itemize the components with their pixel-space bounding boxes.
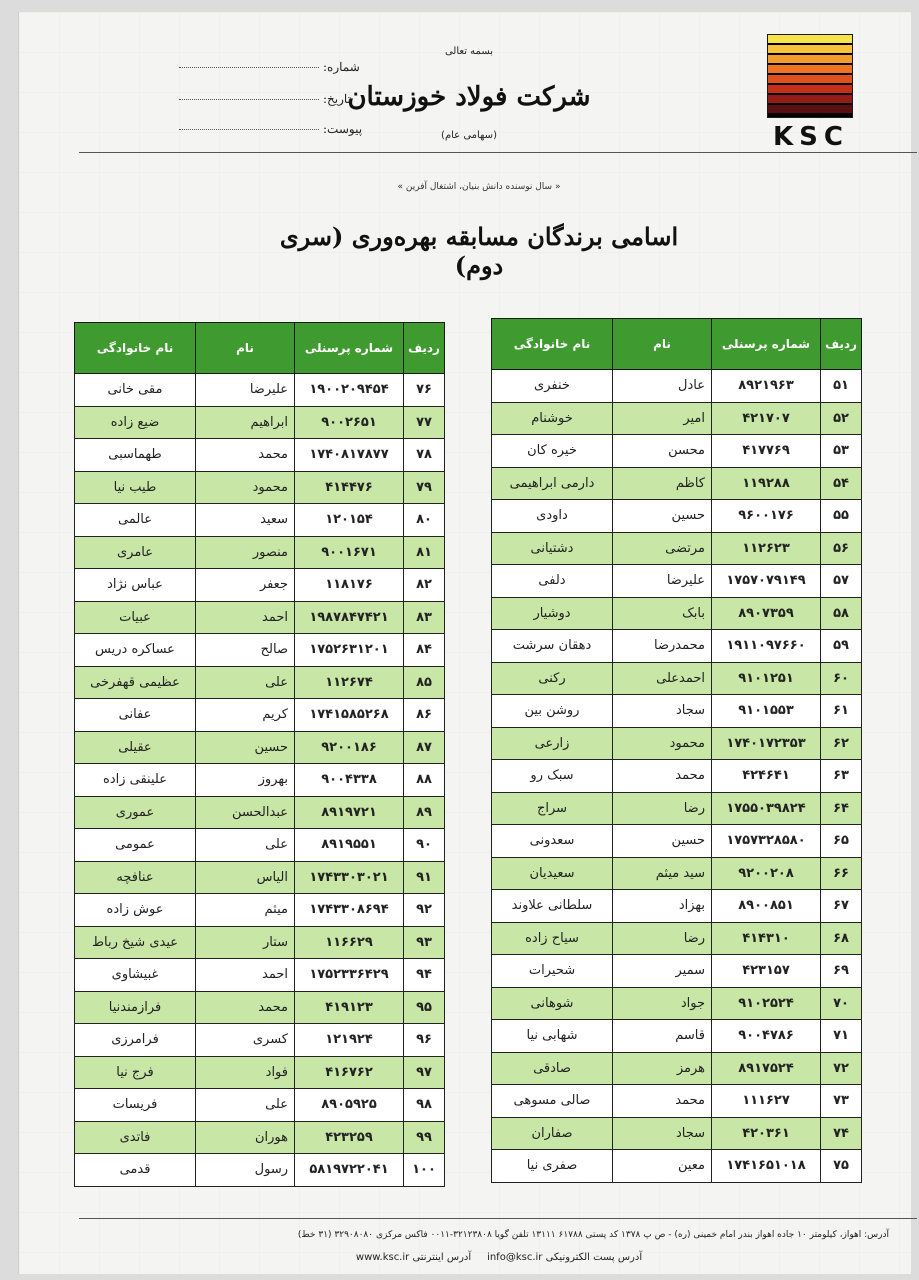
- first-name: جواد: [613, 987, 712, 1020]
- first-name: سجاد: [613, 695, 712, 728]
- table-row: [75, 504, 445, 537]
- basmala: بسمه تعالی: [444, 46, 494, 57]
- first-name: احمدعلی: [613, 662, 712, 695]
- table-row: [75, 991, 445, 1024]
- last-name: عباس نژاد: [75, 569, 196, 602]
- personnel-number: ۸۹۱۷۵۲۴: [712, 1052, 821, 1085]
- last-name: سراج: [492, 792, 613, 825]
- last-name: زارعی: [492, 727, 613, 760]
- last-name: طهماسبی: [75, 439, 196, 472]
- row-number: ۷۴: [821, 1117, 862, 1150]
- row-number: ۸۷: [404, 731, 445, 764]
- first-name: حسین: [613, 500, 712, 533]
- personnel-number: ۹۰۰۴۷۸۶: [712, 1020, 821, 1053]
- personnel-number: ۴۱۹۱۲۳: [295, 991, 404, 1024]
- ksc-logo-icon: [767, 34, 853, 118]
- table-row: [492, 727, 862, 760]
- first-name: صالح: [196, 634, 295, 667]
- first-name: رسول: [196, 1154, 295, 1187]
- first-name: حسین: [613, 825, 712, 858]
- personnel-number: ۸۹۱۹۵۵۱: [295, 829, 404, 862]
- personnel-number: ۱۷۵۷۰۷۹۱۴۹: [712, 565, 821, 598]
- table-row: [75, 894, 445, 927]
- last-name: فاتدی: [75, 1121, 196, 1154]
- first-name: علی: [196, 666, 295, 699]
- last-name: صفاران: [492, 1117, 613, 1150]
- personnel-number: ۹۲۰۰۲۰۸: [712, 857, 821, 890]
- row-number: ۸۶: [404, 699, 445, 732]
- last-name: عنافچه: [75, 861, 196, 894]
- last-name: عمومی: [75, 829, 196, 862]
- row-number: ۷۱: [821, 1020, 862, 1053]
- table-row: [75, 699, 445, 732]
- personnel-number: ۱۷۴۳۳۰۳۰۲۱: [295, 861, 404, 894]
- table-row: [492, 857, 862, 890]
- last-name: عقیلی: [75, 731, 196, 764]
- table-row: [75, 471, 445, 504]
- table-row: [492, 532, 862, 565]
- first-name: محمد: [613, 760, 712, 793]
- field-number-label: شماره:: [323, 60, 360, 74]
- row-number: ۸۲: [404, 569, 445, 602]
- last-name: عوش زاده: [75, 894, 196, 927]
- last-name: قدمی: [75, 1154, 196, 1187]
- first-name: جعفر: [196, 569, 295, 602]
- personnel-number: ۴۲۴۶۴۱: [712, 760, 821, 793]
- first-name: سعید: [196, 504, 295, 537]
- table-row: [492, 467, 862, 500]
- footer-web-label: آدرس اینترنتی: [412, 1252, 472, 1263]
- last-name: عبیات: [75, 601, 196, 634]
- first-name: رضا: [613, 922, 712, 955]
- last-name: سلطانی علاوند: [492, 890, 613, 923]
- table-row: [492, 760, 862, 793]
- field-date-label: تاریخ:: [323, 92, 351, 106]
- personnel-number: ۱۷۴۰۸۱۷۸۷۷: [295, 439, 404, 472]
- first-name: رضا: [613, 792, 712, 825]
- last-name: دارمی ابراهیمی: [492, 467, 613, 500]
- left-rows: [75, 374, 445, 1187]
- last-name: داودی: [492, 500, 613, 533]
- row-number: ۵۲: [821, 402, 862, 435]
- table-row: [492, 1150, 862, 1183]
- table-row: [75, 1056, 445, 1089]
- last-name: سبک رو: [492, 760, 613, 793]
- field-date-dots: [179, 99, 319, 100]
- last-name: شوهانی: [492, 987, 613, 1020]
- table-row: [492, 1052, 862, 1085]
- first-name: محمد: [613, 1085, 712, 1118]
- row-number: ۷۶: [404, 374, 445, 407]
- row-number: ۹۵: [404, 991, 445, 1024]
- header-id: شماره پرسنلی: [712, 319, 821, 370]
- footer-web[interactable]: www.ksc.ir: [355, 1252, 410, 1263]
- first-name: کریم: [196, 699, 295, 732]
- last-name: عالمی: [75, 504, 196, 537]
- personnel-number: ۹۱۰۱۵۵۳: [712, 695, 821, 728]
- header-id: شماره پرسنلی: [295, 323, 404, 374]
- last-name: طیب نیا: [75, 471, 196, 504]
- row-number: ۶۵: [821, 825, 862, 858]
- personnel-number: ۵۸۱۹۷۲۲۰۴۱: [295, 1154, 404, 1187]
- table-row: [75, 569, 445, 602]
- field-attachment: [179, 122, 379, 136]
- header-first: نام: [613, 319, 712, 370]
- personnel-number: ۱۷۵۲۶۳۱۲۰۱: [295, 634, 404, 667]
- footer-divider: [79, 1218, 917, 1219]
- row-number: ۹۹: [404, 1121, 445, 1154]
- table-row: [75, 1089, 445, 1122]
- table-row: [75, 536, 445, 569]
- table-row: [75, 374, 445, 407]
- row-number: ۹۸: [404, 1089, 445, 1122]
- letter-page: [18, 12, 911, 1274]
- personnel-number: ۴۱۴۳۱۰: [712, 922, 821, 955]
- last-name: مقی خانی: [75, 374, 196, 407]
- row-number: ۶۳: [821, 760, 862, 793]
- row-number: ۵۱: [821, 370, 862, 403]
- row-number: ۷۲: [821, 1052, 862, 1085]
- row-number: ۸۸: [404, 764, 445, 797]
- first-name: محمود: [613, 727, 712, 760]
- row-number: ۵۳: [821, 435, 862, 468]
- row-number: ۶۷: [821, 890, 862, 923]
- row-number: ۶۹: [821, 955, 862, 988]
- footer-address: آدرس: اهواز، کیلومتر ۱۰ جاده اهواز بندر امام خمینی (ره) - ص پ ۱۳۷۸ کد پستی ۶۱۷۸۸ ۱۳۱۱۱ تلفن گویا ۳۲۱۲۳۸۰۸-۰۰۱۱ فاکس مرکزی ۳۲۹۰۸۰۸۰ (۳۱ خط): [297, 1230, 889, 1240]
- table-row: [492, 565, 862, 598]
- first-name: ابراهیم: [196, 406, 295, 439]
- table-row: [492, 500, 862, 533]
- first-name: منصور: [196, 536, 295, 569]
- last-name: خوشنام: [492, 402, 613, 435]
- last-name: شهابی نیا: [492, 1020, 613, 1053]
- first-name: علی: [196, 829, 295, 862]
- last-name: غبیشاوی: [75, 959, 196, 992]
- personnel-number: ۱۷۴۰۱۷۲۳۵۳: [712, 727, 821, 760]
- personnel-number: ۴۱۶۷۶۲: [295, 1056, 404, 1089]
- personnel-number: ۱۱۶۶۲۹: [295, 926, 404, 959]
- last-name: عساکره دریس: [75, 634, 196, 667]
- table-row: [75, 439, 445, 472]
- first-name: فواد: [196, 1056, 295, 1089]
- row-number: ۷۹: [404, 471, 445, 504]
- personnel-number: ۹۶۰۰۱۷۶: [712, 500, 821, 533]
- personnel-number: ۱۷۴۱۶۵۱۰۱۸: [712, 1150, 821, 1183]
- first-name: مرتضی: [613, 532, 712, 565]
- first-name: بابک: [613, 597, 712, 630]
- personnel-number: ۸۹۱۹۷۲۱: [295, 796, 404, 829]
- personnel-number: ۴۲۰۳۶۱: [712, 1117, 821, 1150]
- last-name: خنفری: [492, 370, 613, 403]
- personnel-number: ۱۷۵۵۰۳۹۸۲۴: [712, 792, 821, 825]
- row-number: ۶۰: [821, 662, 862, 695]
- last-name: عامری: [75, 536, 196, 569]
- header-divider: [79, 152, 917, 153]
- table-row: [492, 955, 862, 988]
- last-name: شحیرات: [492, 955, 613, 988]
- personnel-number: ۱۹۰۰۲۰۹۴۵۴: [295, 374, 404, 407]
- last-name: رکنی: [492, 662, 613, 695]
- last-name: فرج نیا: [75, 1056, 196, 1089]
- personnel-number: ۹۰۰۱۶۷۱: [295, 536, 404, 569]
- row-number: ۵۸: [821, 597, 862, 630]
- personnel-number: ۱۷۴۱۵۸۵۲۶۸: [295, 699, 404, 732]
- table-row: [492, 890, 862, 923]
- ksc-logo-text: KSC: [773, 122, 849, 152]
- table-row: [75, 634, 445, 667]
- row-number: ۸۰: [404, 504, 445, 537]
- table-row: [75, 731, 445, 764]
- last-name: صادقی: [492, 1052, 613, 1085]
- row-number: ۱۰۰: [404, 1154, 445, 1187]
- row-number: ۸۴: [404, 634, 445, 667]
- table-row: [75, 601, 445, 634]
- first-name: حسین: [196, 731, 295, 764]
- table-header-row: [75, 323, 445, 374]
- personnel-number: ۹۱۰۲۵۲۴: [712, 987, 821, 1020]
- last-name: دهقان سرشت: [492, 630, 613, 663]
- table-row: [492, 695, 862, 728]
- first-name: محمد: [196, 991, 295, 1024]
- field-attachment-dots: [179, 129, 319, 130]
- table-row: [75, 1154, 445, 1187]
- personnel-number: ۹۰۰۴۳۳۸: [295, 764, 404, 797]
- row-number: ۸۳: [404, 601, 445, 634]
- field-number: [179, 60, 379, 74]
- first-name: بهزاد: [613, 890, 712, 923]
- table-row: [492, 597, 862, 630]
- row-number: ۶۲: [821, 727, 862, 760]
- table-row: [492, 1085, 862, 1118]
- table-row: [492, 987, 862, 1020]
- row-number: ۸۹: [404, 796, 445, 829]
- page-title: اسامی برندگان مسابقه بهره‌وری (سری دوم): [279, 222, 679, 280]
- header-no: ردیف: [821, 319, 862, 370]
- header-no: ردیف: [404, 323, 445, 374]
- first-name: محمدرضا: [613, 630, 712, 663]
- first-name: قاسم: [613, 1020, 712, 1053]
- table-header-row: [492, 319, 862, 370]
- table-row: [492, 825, 862, 858]
- table-row: [492, 922, 862, 955]
- last-name: عظیمی قهفرخی: [75, 666, 196, 699]
- row-number: ۵۹: [821, 630, 862, 663]
- last-name: ضیع زاده: [75, 406, 196, 439]
- personnel-number: ۸۹۰۵۹۲۵: [295, 1089, 404, 1122]
- first-name: امیر: [613, 402, 712, 435]
- last-name: سیاح زاده: [492, 922, 613, 955]
- row-number: ۶۴: [821, 792, 862, 825]
- personnel-number: ۱۷۵۷۳۲۸۵۸۰: [712, 825, 821, 858]
- right-rows: [492, 370, 862, 1183]
- row-number: ۹۲: [404, 894, 445, 927]
- last-name: فرازمندنیا: [75, 991, 196, 1024]
- field-number-dots: [179, 67, 319, 68]
- company-name: شرکت فولاد خوزستان: [347, 82, 591, 112]
- personnel-number: ۱۷۴۳۳۰۸۶۹۴: [295, 894, 404, 927]
- company-type: (سهامی عام): [441, 130, 497, 141]
- first-name: محسن: [613, 435, 712, 468]
- personnel-number: ۱۱۸۱۷۶: [295, 569, 404, 602]
- table-row: [492, 370, 862, 403]
- personnel-number: ۱۲۰۱۵۴: [295, 504, 404, 537]
- winners-table-left: [74, 322, 445, 1187]
- first-name: کاظم: [613, 467, 712, 500]
- row-number: ۹۴: [404, 959, 445, 992]
- last-name: دلفی: [492, 565, 613, 598]
- table-row: [75, 959, 445, 992]
- row-number: ۷۵: [821, 1150, 862, 1183]
- header-last: نام خانوادگی: [75, 323, 196, 374]
- first-name: عادل: [613, 370, 712, 403]
- first-name: عبدالحسن: [196, 796, 295, 829]
- last-name: فریسات: [75, 1089, 196, 1122]
- personnel-number: ۱۷۵۲۳۳۶۴۲۹: [295, 959, 404, 992]
- last-name: سعدونی: [492, 825, 613, 858]
- personnel-number: ۴۱۷۷۶۹: [712, 435, 821, 468]
- last-name: دوشیار: [492, 597, 613, 630]
- header-last: نام خانوادگی: [492, 319, 613, 370]
- first-name: علیرضا: [196, 374, 295, 407]
- last-name: عفانی: [75, 699, 196, 732]
- table-row: [75, 861, 445, 894]
- row-number: ۹۰: [404, 829, 445, 862]
- table-row: [75, 1024, 445, 1057]
- row-number: ۷۳: [821, 1085, 862, 1118]
- personnel-number: ۱۱۲۶۷۴: [295, 666, 404, 699]
- row-number: ۹۷: [404, 1056, 445, 1089]
- last-name: سعیدیان: [492, 857, 613, 890]
- row-number: ۷۷: [404, 406, 445, 439]
- row-number: ۵۴: [821, 467, 862, 500]
- first-name: کسری: [196, 1024, 295, 1057]
- row-number: ۸۱: [404, 536, 445, 569]
- personnel-number: ۱۱۹۲۸۸: [712, 467, 821, 500]
- table-row: [75, 406, 445, 439]
- table-row: [492, 792, 862, 825]
- footer-contacts: [219, 1252, 779, 1263]
- table-row: [75, 829, 445, 862]
- last-name: خیره کان: [492, 435, 613, 468]
- table-row: [75, 764, 445, 797]
- last-name: فرامرزی: [75, 1024, 196, 1057]
- row-number: ۶۱: [821, 695, 862, 728]
- first-name: سجاد: [613, 1117, 712, 1150]
- first-name: محمد: [196, 439, 295, 472]
- row-number: ۶۸: [821, 922, 862, 955]
- table-row: [75, 926, 445, 959]
- personnel-number: ۱۱۲۶۲۳: [712, 532, 821, 565]
- winners-table-right: [491, 318, 862, 1183]
- first-name: محمود: [196, 471, 295, 504]
- personnel-number: ۴۲۳۲۵۹: [295, 1121, 404, 1154]
- first-name: سید میثم: [613, 857, 712, 890]
- table-row: [492, 1117, 862, 1150]
- table-row: [75, 796, 445, 829]
- first-name: علیرضا: [613, 565, 712, 598]
- personnel-number: ۱۹۱۱۰۹۷۶۶۰: [712, 630, 821, 663]
- first-name: احمد: [196, 959, 295, 992]
- row-number: ۹۶: [404, 1024, 445, 1057]
- row-number: ۵۵: [821, 500, 862, 533]
- personnel-number: ۹۲۰۰۱۸۶: [295, 731, 404, 764]
- table-row: [492, 402, 862, 435]
- table-row: [492, 435, 862, 468]
- first-name: ستار: [196, 926, 295, 959]
- first-name: سمیر: [613, 955, 712, 988]
- personnel-number: ۴۲۳۱۵۷: [712, 955, 821, 988]
- row-number: ۶۶: [821, 857, 862, 890]
- personnel-number: ۴۲۱۷۰۷: [712, 402, 821, 435]
- first-name: معین: [613, 1150, 712, 1183]
- last-name: صفری نیا: [492, 1150, 613, 1183]
- field-attachment-label: پیوست:: [323, 122, 363, 136]
- footer-email-label: آدرس پست الکترونیکی: [545, 1252, 643, 1263]
- personnel-number: ۱۱۱۶۲۷: [712, 1085, 821, 1118]
- last-name: عموری: [75, 796, 196, 829]
- table-row: [75, 1121, 445, 1154]
- table-row: [75, 666, 445, 699]
- table-row: [492, 1020, 862, 1053]
- personnel-number: ۱۹۸۷۸۴۷۴۲۱: [295, 601, 404, 634]
- year-motto: « سال نوسنده دانش بنیان، اشتغال آفرین »: [397, 182, 561, 192]
- header-first: نام: [196, 323, 295, 374]
- personnel-number: ۸۹۰۷۳۵۹: [712, 597, 821, 630]
- first-name: بهروز: [196, 764, 295, 797]
- personnel-number: ۸۹۲۱۹۶۳: [712, 370, 821, 403]
- personnel-number: ۴۱۴۴۷۶: [295, 471, 404, 504]
- first-name: هرمز: [613, 1052, 712, 1085]
- first-name: علی: [196, 1089, 295, 1122]
- ksc-logo: [767, 34, 855, 152]
- last-name: عیدی شیخ رباط: [75, 926, 196, 959]
- table-row: [492, 662, 862, 695]
- row-number: ۵۷: [821, 565, 862, 598]
- row-number: ۵۶: [821, 532, 862, 565]
- personnel-number: ۱۲۱۹۲۴: [295, 1024, 404, 1057]
- row-number: ۷۸: [404, 439, 445, 472]
- first-name: میثم: [196, 894, 295, 927]
- last-name: دشتیانی: [492, 532, 613, 565]
- row-number: ۹۱: [404, 861, 445, 894]
- row-number: ۸۵: [404, 666, 445, 699]
- last-name: صالی مسوهی: [492, 1085, 613, 1118]
- field-date: [179, 92, 379, 106]
- personnel-number: ۹۰۰۲۶۵۱: [295, 406, 404, 439]
- footer-email[interactable]: info@ksc.ir: [487, 1252, 543, 1263]
- first-name: الیاس: [196, 861, 295, 894]
- personnel-number: ۸۹۰۰۸۵۱: [712, 890, 821, 923]
- last-name: روشن بین: [492, 695, 613, 728]
- first-name: احمد: [196, 601, 295, 634]
- row-number: ۹۳: [404, 926, 445, 959]
- first-name: هوران: [196, 1121, 295, 1154]
- table-row: [492, 630, 862, 663]
- personnel-number: ۹۱۰۱۲۵۱: [712, 662, 821, 695]
- last-name: علینقی زاده: [75, 764, 196, 797]
- row-number: ۷۰: [821, 987, 862, 1020]
